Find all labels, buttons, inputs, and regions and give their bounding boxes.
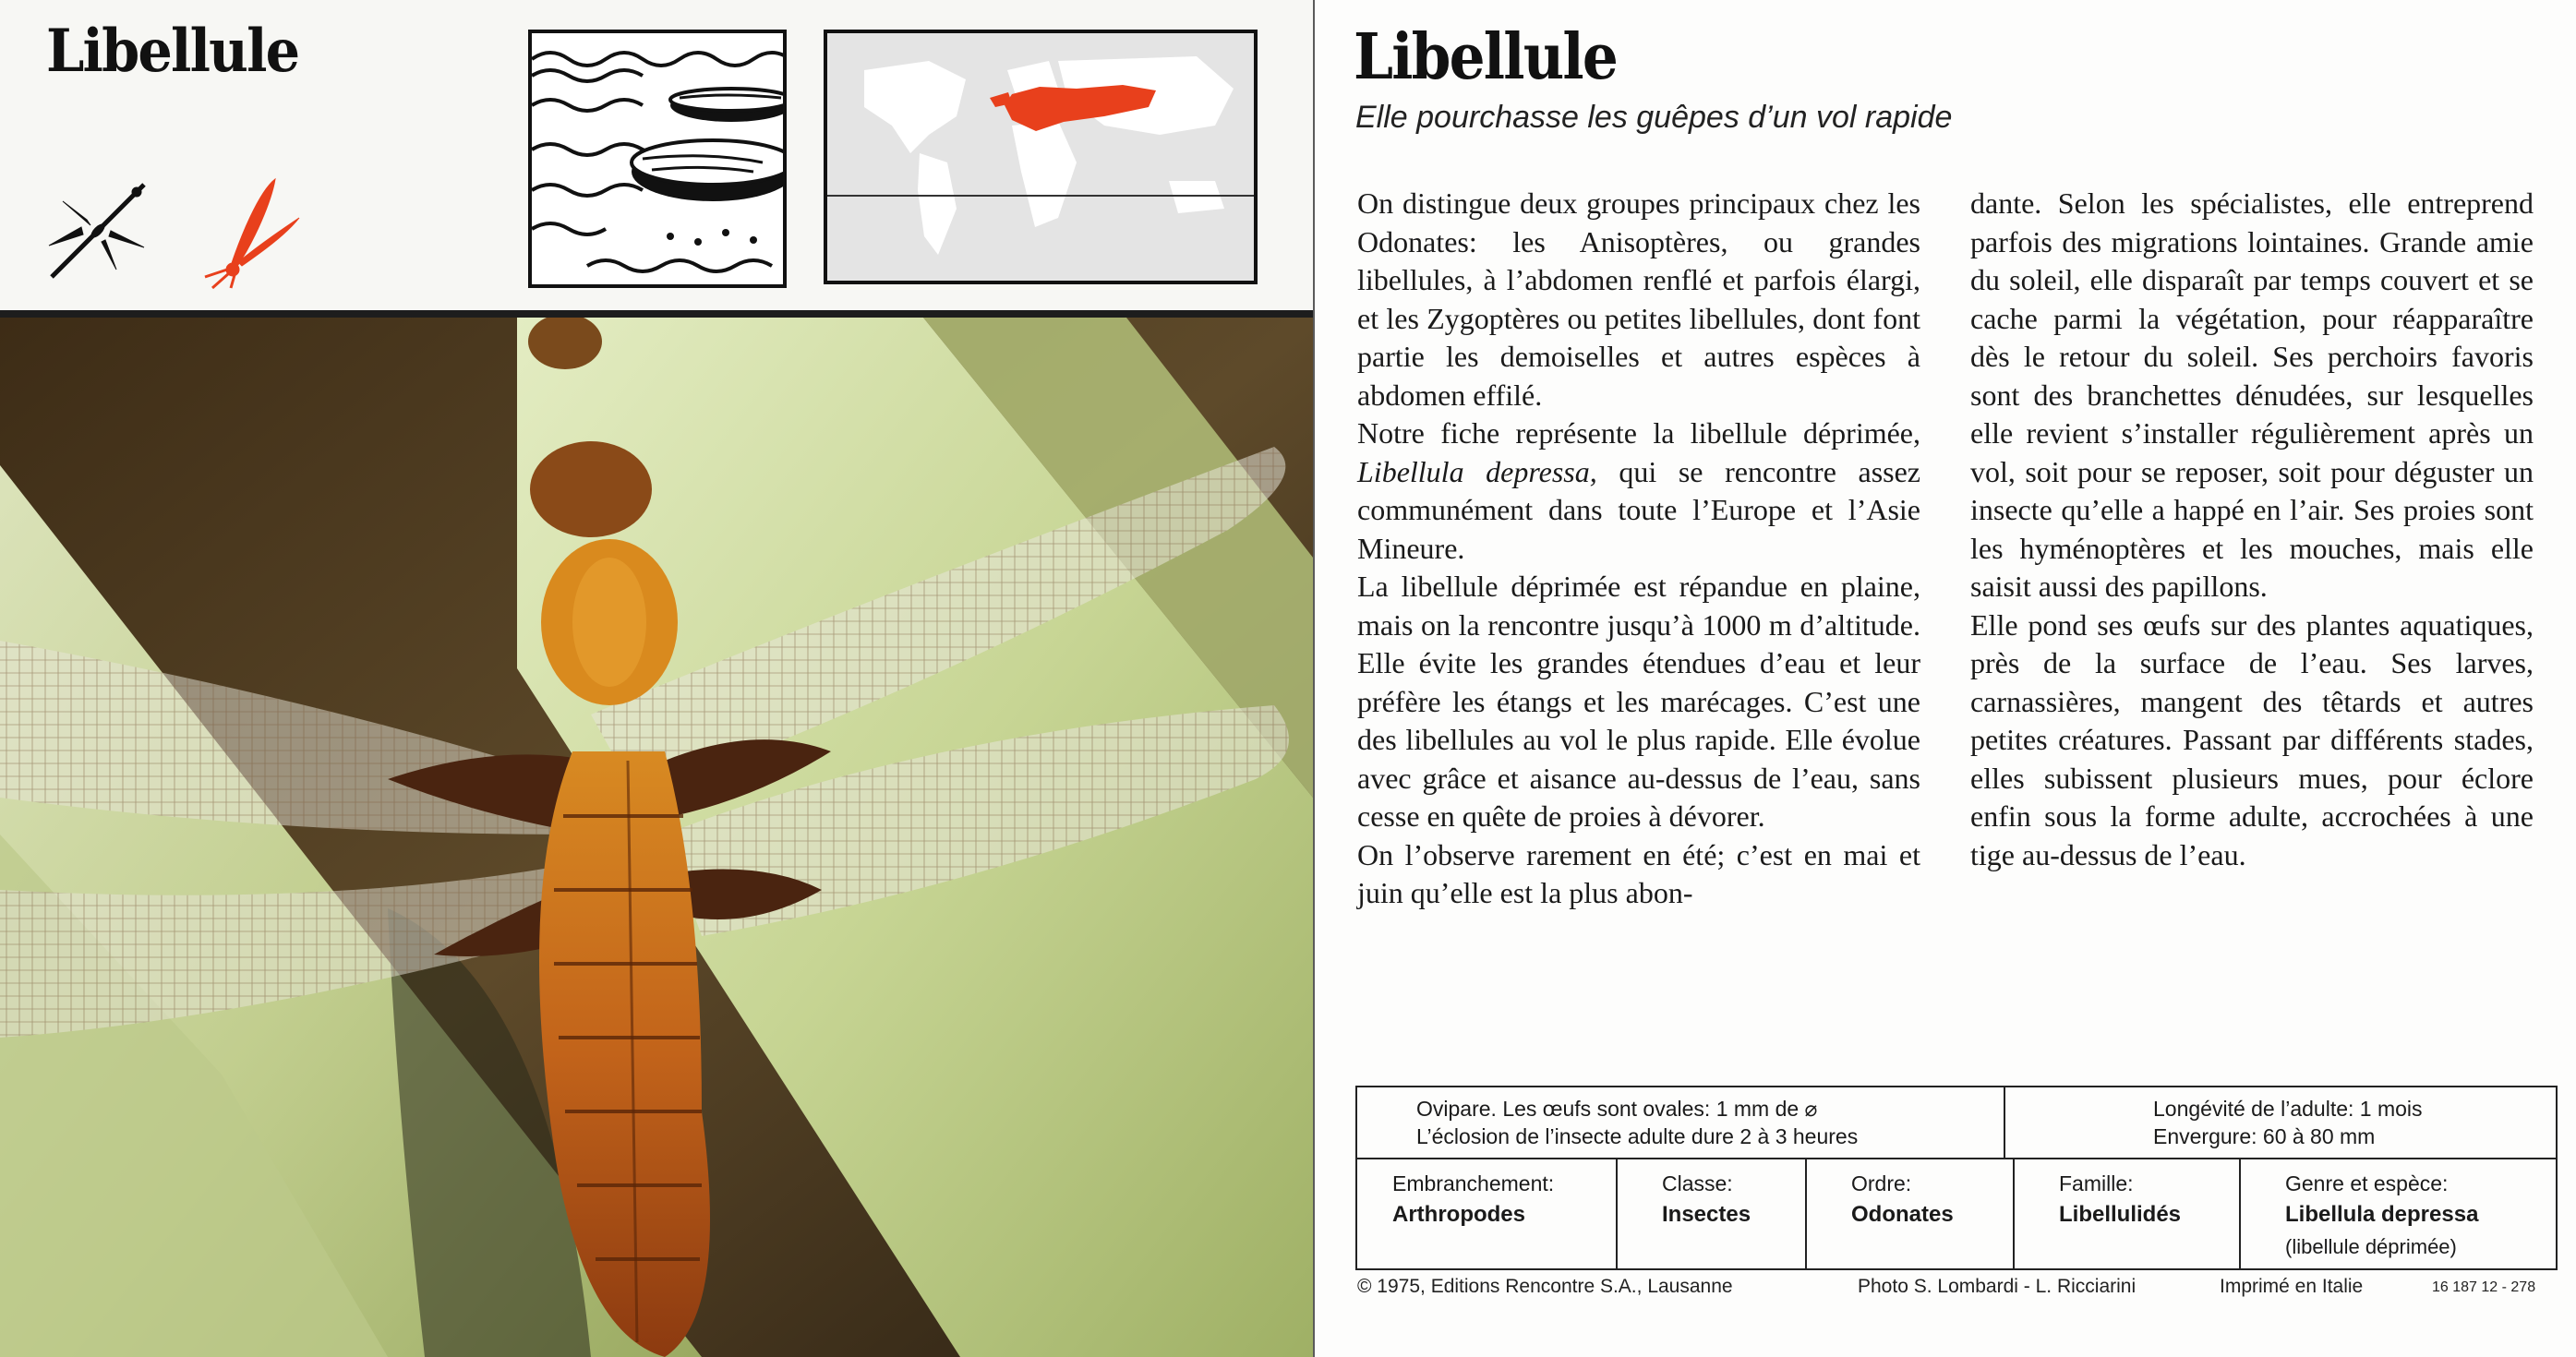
distribution-map bbox=[824, 30, 1258, 284]
genre-label: Genre et espèce: bbox=[2285, 1171, 2449, 1195]
card-back bbox=[1315, 0, 2576, 1357]
ordre-label: Ordre: bbox=[1851, 1171, 1912, 1195]
photo-credit: Photo S. Lombardi - L. Ricciarini bbox=[1858, 1276, 2137, 1297]
embranchement-label: Embranchement: bbox=[1392, 1171, 1555, 1195]
genre-value: Libellula depressa bbox=[2285, 1202, 2479, 1227]
wingspan: Envergure: 60 à 80 mm bbox=[2153, 1124, 2376, 1148]
damselfly-silhouette-icon bbox=[194, 174, 305, 289]
pond-water-icon bbox=[532, 33, 783, 284]
famille-cell bbox=[2015, 1159, 2241, 1268]
hatching-line: L’éclosion de l’insecte adulte dure 2 à 3 heures bbox=[1416, 1124, 1859, 1148]
paragraph: Elle pond ses œufs sur des plantes aquatiques, près de la surface de l’eau. Ses larves, carnassières, mangent des têtards et autres petites créatures. Passant par différents stades, elles subissent plusieurs mues, pour éclore enfin sous la forme adulte, accrochées à une tige au-dessus de l’eau. bbox=[1970, 607, 2534, 871]
reproduction-line: Ovipare. Les œufs sont ovales: 1 mm de ⌀ bbox=[1416, 1097, 1818, 1121]
dragonfly-illustration bbox=[0, 318, 1313, 1357]
famille-value: Libellulidés bbox=[2059, 1202, 2182, 1227]
reproduction-cell bbox=[1357, 1087, 2005, 1158]
paragraph-text: Notre fiche représente la libellule déprimée, bbox=[1357, 416, 1920, 450]
text-column-1 bbox=[1357, 185, 1920, 913]
embranchement-cell bbox=[1357, 1159, 1618, 1268]
dragonfly-photo bbox=[0, 318, 1313, 1357]
longevity: Longévité de l’adulte: 1 mois bbox=[2153, 1097, 2423, 1121]
subtitle: Elle pourchasse les guêpes d’un vol rapide bbox=[1355, 100, 1953, 135]
habitat-box bbox=[528, 30, 787, 288]
genre-cell bbox=[2241, 1159, 2556, 1268]
dragonfly-silhouette-icon bbox=[44, 174, 160, 284]
ordre-cell bbox=[1807, 1159, 2015, 1268]
paragraph: On l’observe rarement en été; c’est en mai et juin qu’elle est la plus abon- bbox=[1357, 837, 1920, 909]
embranchement-value: Arthropodes bbox=[1392, 1202, 1525, 1227]
info-top-row bbox=[1357, 1087, 2556, 1159]
ordre-value: Odonates bbox=[1851, 1202, 1954, 1227]
info-table bbox=[1355, 1086, 2558, 1270]
common-name: (libellule déprimée) bbox=[2285, 1235, 2457, 1258]
classification-row bbox=[1357, 1159, 2556, 1268]
text-column-2 bbox=[1970, 185, 2534, 874]
paragraph: La libellule déprimée est répandue en plaine, mais on la rencontre jusqu’à 1000 m d’altitude. Elle évite les grandes étendues d’eau et leur préfère les étangs et les marécages. C’est une des libellules au vol le plus rapide. Elle évolue avec grâce et aisance au-dessus de l’eau, sans cesse en quête de proies à dévorer. bbox=[1357, 570, 1920, 833]
card-code: 16 187 12 - 278 bbox=[2432, 1279, 2536, 1295]
paragraph: On distingue deux groupes principaux chez les Odonates: les Anisoptères, ou grandes libellules, à l’abdomen renflé et parfois élargi, et les Zygoptères ou petites libellules, dont font partie les demoiselles et autres espèces à abdomen effilé. bbox=[1357, 186, 1920, 412]
world-distribution-map-icon bbox=[827, 33, 1254, 281]
classe-cell bbox=[1618, 1159, 1807, 1268]
famille-label: Famille: bbox=[2059, 1171, 2134, 1195]
species-name: Libellula depressa, bbox=[1357, 454, 1597, 488]
paragraph: dante. Selon les spécialistes, elle entreprend parfois des migrations lointaines. Grande amie du soleil, elle disparaît par temps couvert et se cache parmi la végétation, pour réapparaître dès le retour du soleil. Ses perchoirs favoris sont des branchettes dénudées, sur lesquelles elle revient s’installer régulièrement après un vol, soit pour se reposer, soit pour déguster un insecte qu’elle a happé en l’air. Ses proies sont les hyménoptères et les mouches, mais elle saisit aussi des papillons. bbox=[1970, 186, 2534, 603]
back-title: Libellule bbox=[1354, 20, 1617, 94]
front-title: Libellule bbox=[46, 17, 299, 86]
classe-label: Classe: bbox=[1662, 1171, 1733, 1195]
printed-in: Imprimé en Italie bbox=[2220, 1276, 2364, 1297]
divider bbox=[0, 310, 1313, 318]
paragraph bbox=[1357, 414, 1920, 568]
copyright: © 1975, Editions Rencontre S.A., Lausanne bbox=[1357, 1276, 1733, 1297]
classe-value: Insectes bbox=[1662, 1202, 1751, 1227]
longevity-cell bbox=[2005, 1087, 2556, 1158]
paragraph-text: qui se rencontre assez communément dans toute l’Europe et l’Asie Mineure. bbox=[1357, 454, 1921, 565]
